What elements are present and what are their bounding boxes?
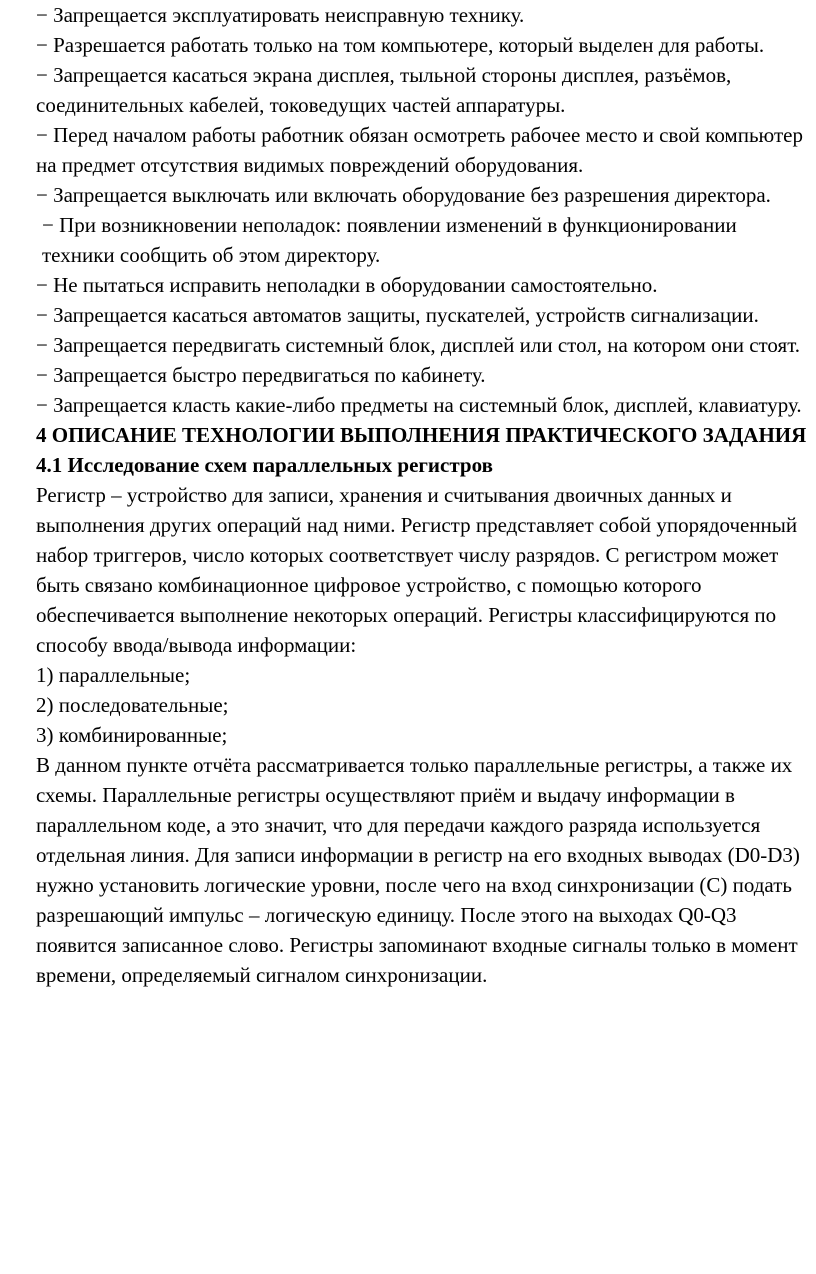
section-heading: 4 ОПИСАНИЕ ТЕХНОЛОГИИ ВЫПОЛНЕНИЯ ПРАКТИЧЕСКОГО ЗАДАНИЯ (36, 423, 807, 447)
intro-paragraph: Регистр – устройство для записи, хранения и считывания двоичных данных и выполнения других операций над ними. Регистр представляет собой упорядоченный набор триггеров, число которых соответствует числу разрядов. С регистром может быть связано комбинационное цифровое устройство, с помощью которого обеспечивается выполнение некоторых операций. Регистры классифицируются по способу ввода/вывода информации: (36, 483, 798, 657)
safety-rule: − Запрещается касаться автоматов защиты, пускателей, устройств сигнализации. (36, 303, 759, 327)
safety-rule: − Запрещается передвигать системный блок, дисплей или стол, на котором они стоят. (36, 333, 801, 357)
safety-rule: − Запрещается класть какие-либо предметы на системный блок, дисплей, клавиатуру. (36, 393, 802, 417)
safety-rule: − Запрещается эксплуатировать неисправную технику. (36, 3, 525, 27)
final-paragraph: В данном пункте отчёта рассматривается только параллельные регистры, а также их схемы. Параллельные регистры осуществляют приём и выдачу информации в параллельном коде, а это значит, что для передачи каждого разряда используется отдельная линия. Для записи информации в регистр на его входных выводах (D0-D3) нужно установить логические уровни, после чего на вход синхронизации (C) подать разрешающий импульс – логическую единицу. После этого на выходах Q0-Q3 появится записанное слово. Регистры запоминают входные сигналы только в момент времени, определяемый сигналом синхронизации. (36, 753, 800, 987)
register-type-item: 3) комбинированные; (36, 723, 228, 747)
document-page (36, 0, 812, 990)
safety-rule: − Запрещается быстро передвигаться по кабинету. (36, 363, 486, 387)
safety-rule: − Запрещается касаться экрана дисплея, тыльной стороны дисплея, разъёмов, соединительных кабелей, токоведущих частей аппаратуры. (36, 63, 732, 117)
register-type-item: 2) последовательные; (36, 693, 229, 717)
safety-rule: − Разрешается работать только на том компьютере, который выделен для работы. (36, 33, 765, 57)
register-type-item: 1) параллельные; (36, 663, 191, 687)
safety-rule: − Запрещается выключать или включать оборудование без разрешения директора. (36, 183, 771, 207)
subsection-heading: 4.1 Исследование схем параллельных регистров (36, 453, 493, 477)
safety-rule: − При возникновении неполадок: появлении изменений в функционировании техники сообщить об этом директору. (42, 213, 737, 267)
safety-rule: − Перед началом работы работник обязан осмотреть рабочее место и свой компьютер на предмет отсутствия видимых повреждений оборудования. (36, 123, 803, 177)
safety-rule: − Не пытаться исправить неполадки в оборудовании самостоятельно. (36, 273, 658, 297)
